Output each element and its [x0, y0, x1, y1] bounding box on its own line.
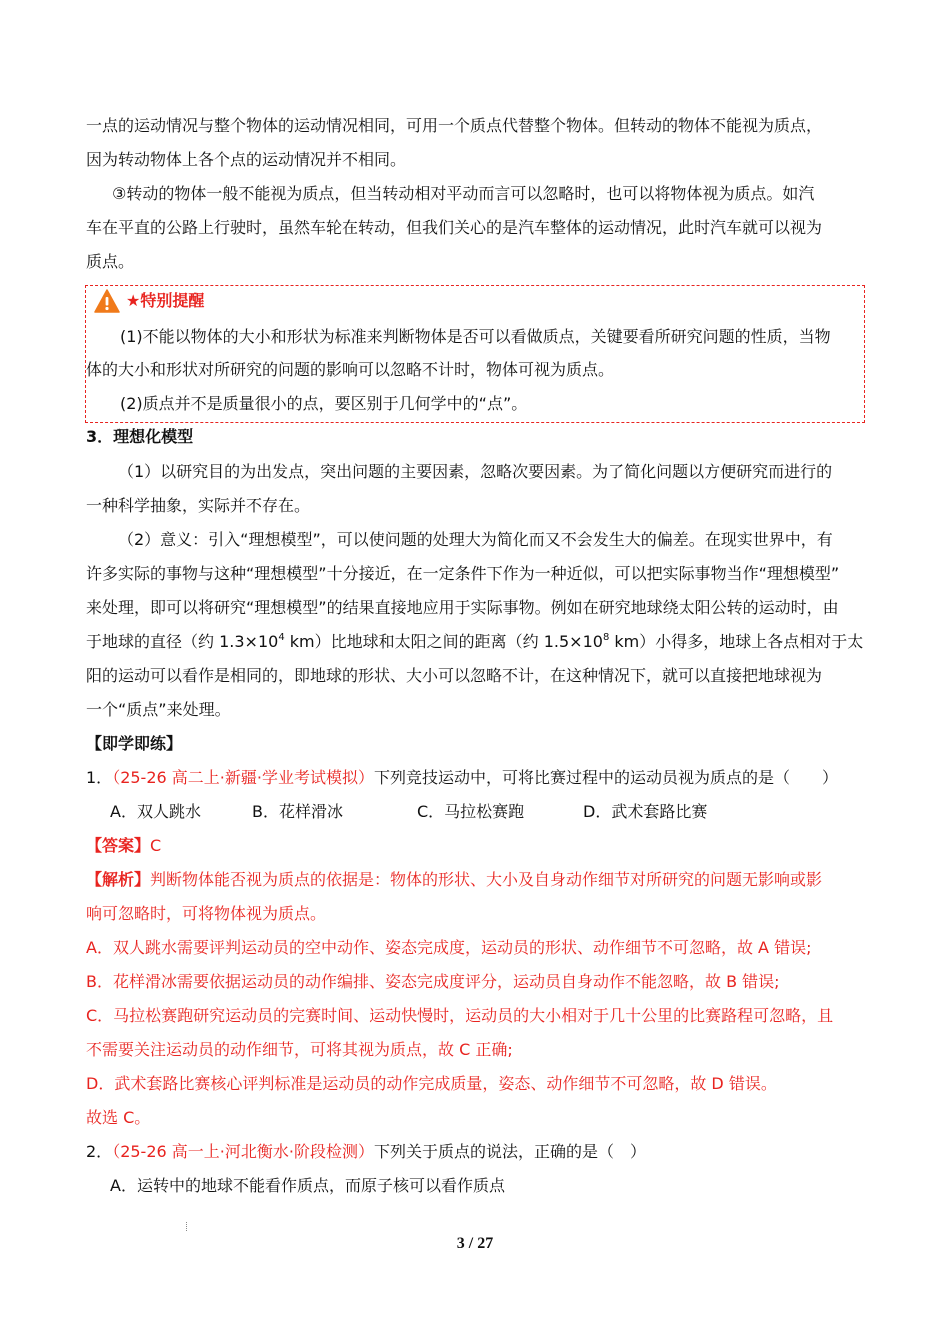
body-text-line: （2）意义：引入“理想模型”，可以使问题的处理大为简化而又不会发生大的偏差。在现实世界中，有: [118, 530, 833, 549]
superscript: 8: [602, 631, 610, 643]
page-number: 3 / 27: [456, 1235, 494, 1252]
question-number: 2．: [86, 1142, 113, 1161]
body-text-line: 一种科学抽象，实际并不存在。: [86, 496, 311, 515]
analysis-line: 响可忽略时，可将物体视为质点。: [86, 904, 327, 923]
reminder-text-line: (1)不能以物体的大小和形状为标准来判断物体是否可以看做质点，关键要看所研究问题的性质，当物: [120, 327, 831, 346]
question-source: （25-26 高二上·新疆·学业考试模拟）: [112, 768, 374, 787]
analysis-line: [86, 868, 822, 892]
body-text-line: 阳的运动可以看作是相同的，即地球的形状、大小可以忽略不计，在这种情况下，就可以直接把地球视为: [86, 666, 823, 685]
analysis-line: B．花样滑冰需要依据运动员的动作编排、姿态完成度评分，运动员自身动作不能忽略，故 B 错误;: [86, 972, 780, 991]
analysis-label: 【解析】: [86, 870, 151, 889]
practice-heading: 【即学即练】: [86, 734, 183, 753]
question-1-stem: [86, 766, 838, 790]
reminder-title: ★特别提醒: [126, 291, 205, 310]
option-c: C．马拉松赛跑: [417, 802, 525, 821]
superscript: 4: [278, 631, 285, 643]
section-heading: 3．理想化模型: [86, 427, 194, 446]
body-text-line: 车在平直的公路上行驶时，虽然车轮在转动，但我们关心的是汽车整体的运动情况，此时汽车就可以视为: [86, 218, 823, 237]
question-2-stem: [86, 1140, 646, 1164]
text-segment: km）比地球和太阳之间的距离（约 1.5×10: [284, 632, 603, 651]
question-text: 下列竞技运动中，可将比赛过程中的运动员视为质点的是（ ）: [373, 768, 838, 787]
question-text: 下列关于质点的说法，正确的是（ ）: [373, 1142, 646, 1161]
body-text-line: ③转动的物体一般不能视为质点，但当转动相对平动而言可以忽略时，也可以将物体视为质点。如汽: [112, 184, 815, 203]
analysis-line: 不需要关注运动员的动作细节，可将其视为质点，故 C 正确;: [86, 1040, 513, 1059]
text-segment: 于地球的直径（约 1.3×10: [86, 632, 279, 651]
reminder-text-line: (2)质点并不是质量很小的点，要区别于几何学中的“点”。: [120, 394, 528, 413]
answer-line: [86, 834, 161, 858]
option-a: A．运转中的地球不能看作质点，而原子核可以看作质点: [110, 1176, 505, 1195]
text-segment: km）小得多，地球上各点相对于太: [609, 632, 864, 651]
margin-mark: [186, 1222, 188, 1231]
body-text-line: （1）以研究目的为出发点，突出问题的主要因素，忽略次要因素。为了简化问题以方便研究而进行的: [118, 462, 833, 481]
warning-triangle-icon: [94, 289, 120, 313]
analysis-line: C．马拉松赛跑研究运动员的完赛时间、运动快慢时，运动员的大小相对于几十公里的比赛路程可忽略，且: [86, 1006, 834, 1025]
conclusion-line: 故选 C。: [86, 1108, 151, 1127]
body-text-line: 来处理，即可以将研究“理想模型”的结果直接地应用于实际事物。例如在研究地球绕太阳公转的运动时，由: [86, 598, 839, 617]
body-text-line: [86, 630, 863, 654]
body-text-line: 许多实际的事物与这种“理想模型”十分接近，在一定条件下作为一种近似，可以把实际事物当作“理想模型”: [86, 564, 840, 583]
question-source: （25-26 高一上·河北衡水·阶段检测）: [112, 1142, 374, 1161]
option-a: A．双人跳水: [110, 802, 201, 821]
analysis-line: A．双人跳水需要评判运动员的空中动作、姿态完成度，运动员的形状、动作细节不可忽略，故 A 错误;: [86, 938, 812, 957]
analysis-line: D．武术套路比赛核心评判标准是运动员的动作完成质量，姿态、动作细节不可忽略，故 D 错误。: [86, 1074, 777, 1093]
option-b: B．花样滑冰: [252, 802, 343, 821]
body-text-line: 一点的运动情况与整个物体的运动情况相同，可用一个质点代替整个物体。但转动的物体不能视为质点，: [86, 116, 823, 135]
answer-label: 【答案】: [86, 836, 151, 855]
body-text-line: 因为转动物体上各个点的运动情况并不相同。: [86, 150, 407, 169]
body-text-line: 质点。: [86, 252, 135, 271]
analysis-text: 判断物体能否视为质点的依据是：物体的形状、大小及自身动作细节对所研究的问题无影响或影: [150, 870, 823, 889]
reminder-text-line: 体的大小和形状对所研究的问题的影响可以忽略不计时，物体可视为质点。: [86, 360, 615, 379]
answer-value: C: [150, 836, 162, 855]
option-d: D．武术套路比赛: [583, 802, 708, 821]
question-number: 1．: [86, 768, 113, 787]
body-text-line: 一个“质点”来处理。: [86, 700, 231, 719]
